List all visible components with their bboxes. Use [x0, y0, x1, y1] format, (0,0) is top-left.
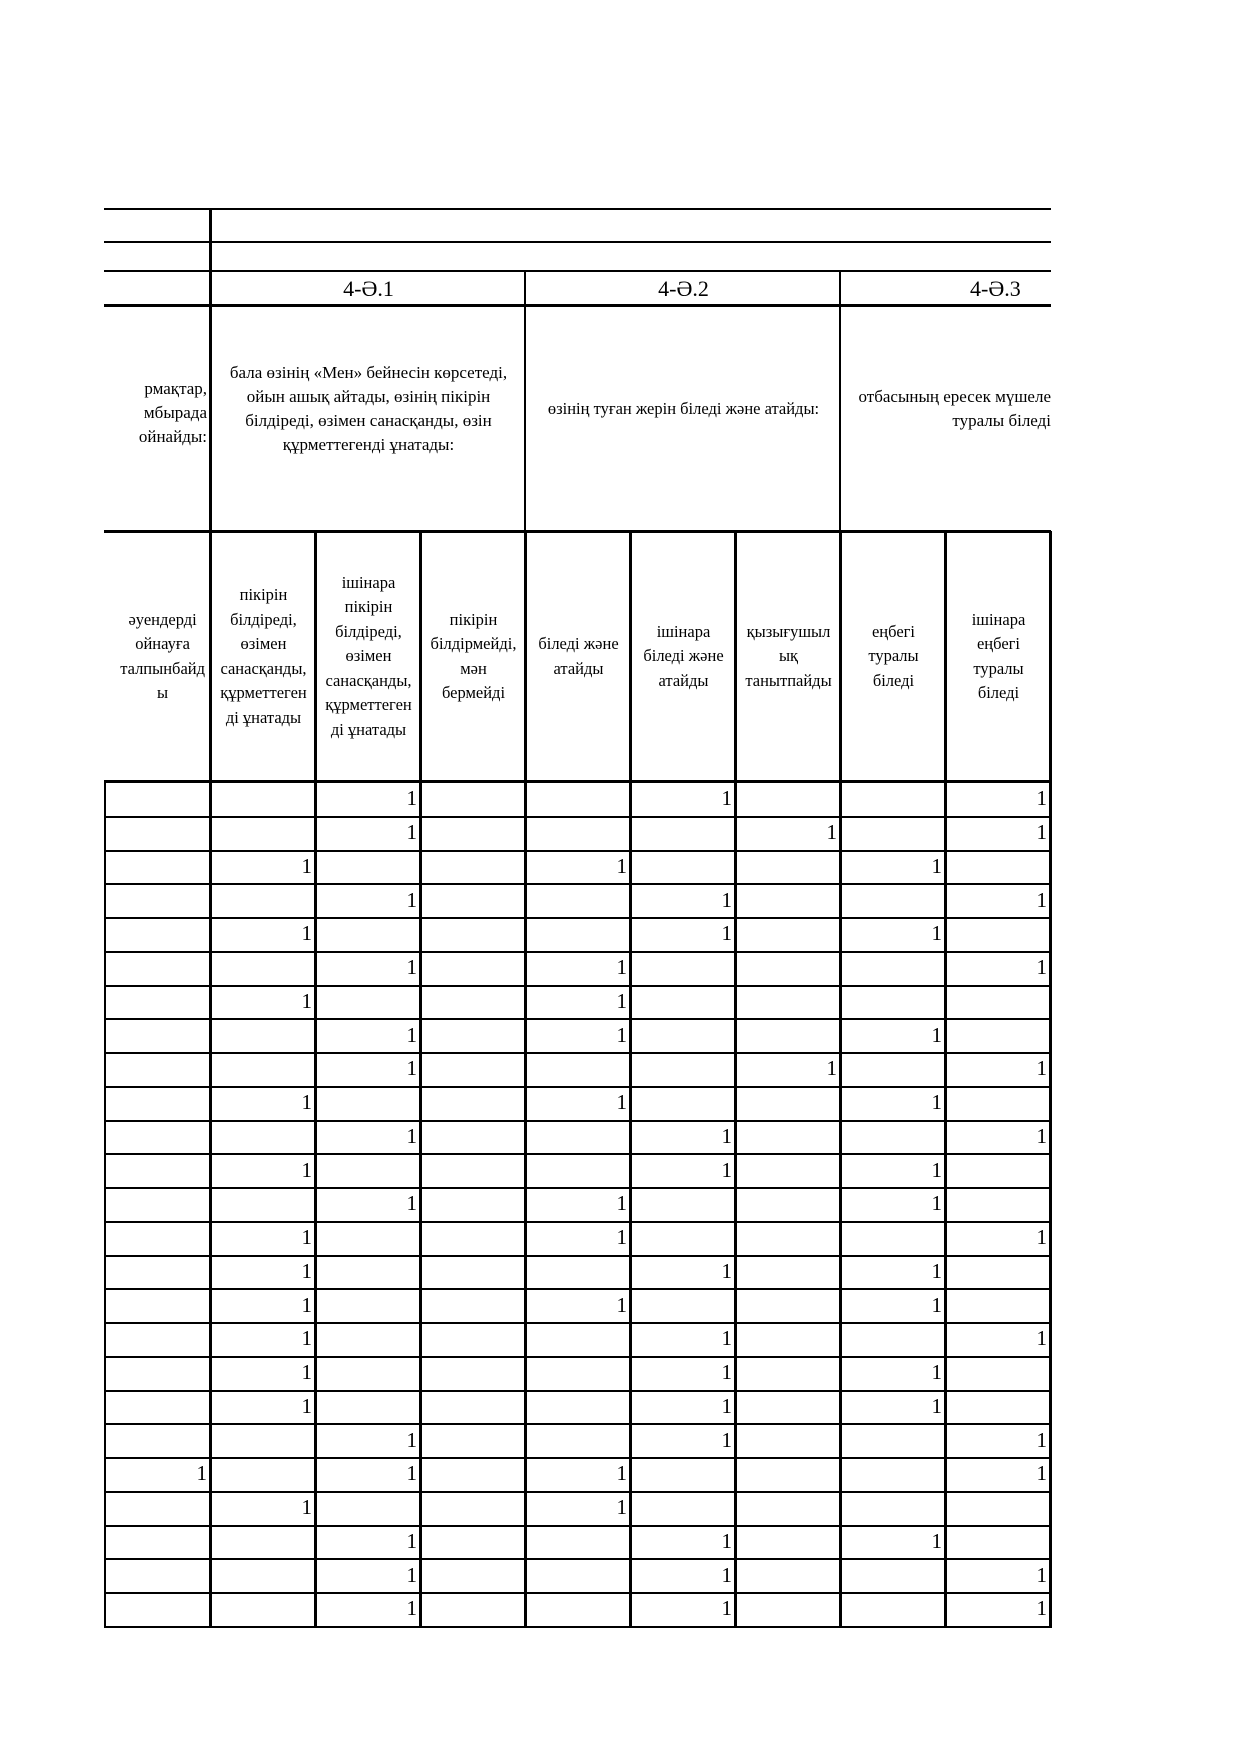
table-cell	[946, 1390, 1051, 1424]
col-header-2: пікірін білдіреді, өзімен санасқанды, құрметтеген ді ұнатады	[220, 585, 307, 727]
table-cell	[100, 1120, 211, 1154]
table-cell	[421, 1052, 526, 1086]
table-cell	[100, 1018, 211, 1052]
table-cell: 1	[1036, 1427, 1047, 1452]
table-cell	[736, 1457, 841, 1491]
table-cell: 1	[301, 1292, 312, 1317]
table-cell	[526, 816, 631, 850]
table-cell	[736, 782, 841, 816]
table-cell	[526, 1120, 631, 1154]
table-cell	[736, 951, 841, 985]
table-cell: 1	[301, 1360, 312, 1385]
table-cell	[946, 917, 1051, 951]
table-cell	[841, 1120, 946, 1154]
table-cell: 1	[616, 1225, 627, 1250]
table-cell	[736, 1356, 841, 1390]
table-cell	[316, 1221, 421, 1255]
table-cell	[421, 951, 526, 985]
table-cell	[631, 816, 736, 850]
table-cell	[526, 1592, 631, 1626]
table-cell	[736, 917, 841, 951]
table-cell	[421, 816, 526, 850]
table-cell: 1	[301, 1393, 312, 1418]
table-cell	[100, 816, 211, 850]
table-cell	[421, 1457, 526, 1491]
table-cell	[736, 1390, 841, 1424]
table-cell	[211, 951, 316, 985]
table-cell	[631, 1221, 736, 1255]
table-cell	[100, 1322, 211, 1356]
table-cell	[421, 1592, 526, 1626]
table-cell: 1	[616, 1022, 627, 1047]
table-cell	[736, 1120, 841, 1154]
table-cell: 1	[406, 955, 417, 980]
table-cell: 1	[301, 1225, 312, 1250]
table-cell: 1	[301, 1495, 312, 1520]
group-description-4a3: отбасының ересек мүшеле туралы біледі	[858, 387, 1051, 430]
table-cell	[100, 1390, 211, 1424]
table-cell	[841, 782, 946, 816]
group-description-4a1: бала өзінің «Мен» бейнесін көрсетеді, ойын ашық айтады, өзінің пікірін білдіреді, өзімен санасқанды, өзін құрметтегенді ұнатады:	[229, 363, 508, 454]
table-cell: 1	[406, 1191, 417, 1216]
table-cell: 1	[406, 1427, 417, 1452]
table-cell: 1	[406, 786, 417, 811]
table-cell	[421, 1390, 526, 1424]
table-cell	[421, 1525, 526, 1559]
table-cell	[631, 1491, 736, 1525]
hline	[104, 1626, 1051, 1628]
table-cell	[211, 816, 316, 850]
table-cell	[421, 1221, 526, 1255]
table-cell: 1	[1036, 820, 1047, 845]
table-cell	[100, 985, 211, 1019]
table-cell	[316, 985, 421, 1019]
table-cell	[841, 1592, 946, 1626]
table-cell	[421, 1187, 526, 1221]
table-cell: 1	[1036, 786, 1047, 811]
table-cell	[526, 1052, 631, 1086]
table-cell: 1	[931, 1191, 942, 1216]
table-cell	[100, 1153, 211, 1187]
table-cell: 1	[931, 853, 942, 878]
table-cell	[946, 850, 1051, 884]
group-code-4a1: 4-Ә.1	[343, 275, 394, 301]
table-cell: 1	[1036, 1056, 1047, 1081]
table-cell: 1	[721, 1393, 732, 1418]
table-cell	[841, 951, 946, 985]
table-cell	[100, 1423, 211, 1457]
table-cell	[526, 1153, 631, 1187]
table-cell: 1	[301, 1090, 312, 1115]
table-cell	[100, 1255, 211, 1289]
col-header-9: ішінара еңбегі туралы біледі	[971, 609, 1026, 702]
table-cell	[421, 1322, 526, 1356]
table-cell	[841, 816, 946, 850]
table-cell: 1	[721, 1427, 732, 1452]
table-cell	[946, 985, 1051, 1019]
table-cell	[736, 1322, 841, 1356]
table-cell: 1	[931, 1292, 942, 1317]
table-cell: 1	[931, 1157, 942, 1182]
table-cell	[211, 1018, 316, 1052]
table-cell	[211, 1457, 316, 1491]
table-cell	[841, 1457, 946, 1491]
table-cell: 1	[1036, 1596, 1047, 1621]
table-cell	[526, 1255, 631, 1289]
table-cell	[946, 1086, 1051, 1120]
table-cell	[526, 1322, 631, 1356]
table-cell	[946, 1153, 1051, 1187]
table-cell	[421, 782, 526, 816]
col-header-8: еңбегі туралы біледі	[868, 621, 919, 690]
table-cell: 1	[826, 1056, 837, 1081]
table-cell	[421, 917, 526, 951]
table-cell	[211, 1052, 316, 1086]
table-cell: 1	[721, 1157, 732, 1182]
table-cell	[421, 1423, 526, 1457]
table-cell	[100, 1086, 211, 1120]
table-cell	[526, 917, 631, 951]
table-cell	[100, 1052, 211, 1086]
table-cell	[631, 951, 736, 985]
table-cell: 1	[406, 1596, 417, 1621]
table-cell: 1	[721, 1360, 732, 1385]
table-cell	[736, 1255, 841, 1289]
table-cell	[421, 850, 526, 884]
table-cell: 1	[406, 1528, 417, 1553]
group-code-4a2: 4-Ә.2	[658, 275, 709, 301]
group-description-4a2: өзінің туған жерін біледі және атайды:	[547, 399, 820, 418]
table-cell: 1	[301, 921, 312, 946]
table-cell	[631, 850, 736, 884]
table-cell	[946, 1525, 1051, 1559]
table-cell	[100, 1187, 211, 1221]
table-cell	[946, 1356, 1051, 1390]
table-cell	[736, 1221, 841, 1255]
table-cell	[316, 1322, 421, 1356]
table-cell	[100, 850, 211, 884]
table-cell: 1	[721, 1596, 732, 1621]
table-cell: 1	[406, 820, 417, 845]
hline	[104, 208, 1051, 210]
table-cell: 1	[406, 1461, 417, 1486]
col-header-4: пікірін білдірмейді, мән бермейді	[430, 609, 517, 702]
table-cell: 1	[616, 1495, 627, 1520]
table-cell: 1	[301, 1157, 312, 1182]
table-cell: 1	[931, 1022, 942, 1047]
table-cell: 1	[196, 1461, 207, 1486]
table-cell	[100, 1558, 211, 1592]
table-cell	[841, 1221, 946, 1255]
table-cell: 1	[1036, 1326, 1047, 1351]
table-cell: 1	[616, 1090, 627, 1115]
table-cell	[841, 1491, 946, 1525]
table-cell	[631, 1086, 736, 1120]
table-cell	[316, 1288, 421, 1322]
table-cell	[421, 1491, 526, 1525]
table-cell	[841, 883, 946, 917]
col-header-5: біледі және атайды	[538, 634, 619, 678]
table-cell	[526, 883, 631, 917]
table-cell: 1	[826, 820, 837, 845]
table-cell	[946, 1255, 1051, 1289]
table-cell	[736, 1288, 841, 1322]
table-cell: 1	[721, 1258, 732, 1283]
table-cell	[421, 1153, 526, 1187]
table-cell	[211, 782, 316, 816]
hline	[104, 241, 1051, 243]
table-cell	[211, 1187, 316, 1221]
table-cell	[736, 1558, 841, 1592]
table-cell: 1	[616, 988, 627, 1013]
table-cell	[841, 985, 946, 1019]
group-description-previous: рмақтар, мбырада ойнайды:	[138, 379, 207, 446]
table-cell	[736, 1491, 841, 1525]
table-cell	[526, 782, 631, 816]
table-cell: 1	[301, 1258, 312, 1283]
table-cell	[946, 1288, 1051, 1322]
table-cell	[100, 1592, 211, 1626]
table-cell	[526, 1423, 631, 1457]
table-cell	[736, 1187, 841, 1221]
table-cell	[100, 1221, 211, 1255]
table-cell	[946, 1018, 1051, 1052]
table-cell	[316, 1356, 421, 1390]
table-cell	[631, 1457, 736, 1491]
table-cell: 1	[721, 921, 732, 946]
table-cell	[841, 1423, 946, 1457]
table-cell	[946, 1187, 1051, 1221]
table-cell: 1	[1036, 1123, 1047, 1148]
table-cell	[316, 1086, 421, 1120]
table-cell	[316, 850, 421, 884]
table-cell: 1	[931, 1258, 942, 1283]
table-cell	[421, 1018, 526, 1052]
table-cell	[736, 985, 841, 1019]
table-cell: 1	[931, 921, 942, 946]
table-cell	[316, 1491, 421, 1525]
table-cell	[421, 1086, 526, 1120]
table-cell: 1	[931, 1528, 942, 1553]
table-cell	[211, 1592, 316, 1626]
table-cell	[841, 1322, 946, 1356]
table-cell	[526, 1558, 631, 1592]
table-cell: 1	[721, 1123, 732, 1148]
table-cell	[631, 1288, 736, 1322]
table-cell	[421, 1255, 526, 1289]
table-cell	[631, 1052, 736, 1086]
table-cell: 1	[1036, 887, 1047, 912]
table-cell	[736, 850, 841, 884]
col-header-7: қызығушыл ық танытпайды	[745, 621, 832, 690]
table-cell: 1	[406, 1022, 417, 1047]
table-cell: 1	[1036, 1461, 1047, 1486]
table-cell: 1	[1036, 1225, 1047, 1250]
table-cell	[316, 1390, 421, 1424]
group-code-4a3: 4-Ә.3	[970, 275, 1021, 301]
table-cell	[736, 1423, 841, 1457]
table-cell	[100, 951, 211, 985]
table-cell	[631, 1018, 736, 1052]
table-cell: 1	[616, 955, 627, 980]
table-cell	[841, 1558, 946, 1592]
table-cell: 1	[616, 1461, 627, 1486]
table-cell	[736, 1086, 841, 1120]
table-cell	[211, 883, 316, 917]
table-cell	[100, 883, 211, 917]
table-cell	[316, 1153, 421, 1187]
table-cell	[526, 1525, 631, 1559]
table-cell	[736, 1018, 841, 1052]
table-cell	[100, 782, 211, 816]
col-header-3: ішінара пікірін білдіреді, өзімен санасқанды, құрметтеген ді ұнатады	[325, 572, 412, 739]
table-cell	[100, 917, 211, 951]
table-cell: 1	[1036, 955, 1047, 980]
table-cell	[736, 1525, 841, 1559]
col-header-1: әуендерді ойнауға талпынбайд ы	[120, 609, 205, 702]
table-cell	[211, 1423, 316, 1457]
table-cell: 1	[406, 1562, 417, 1587]
table-cell	[526, 1390, 631, 1424]
table-cell: 1	[931, 1090, 942, 1115]
table-cell: 1	[301, 988, 312, 1013]
table-cell	[631, 1187, 736, 1221]
table-cell: 1	[301, 1326, 312, 1351]
table-cell	[736, 1592, 841, 1626]
table-cell	[316, 1255, 421, 1289]
table-cell	[526, 1356, 631, 1390]
table-cell: 1	[1036, 1562, 1047, 1587]
table-cell: 1	[721, 1528, 732, 1553]
table-cell	[421, 883, 526, 917]
table-cell	[631, 985, 736, 1019]
table-cell: 1	[616, 1191, 627, 1216]
table-cell	[100, 1525, 211, 1559]
table-cell: 1	[406, 1123, 417, 1148]
table-cell: 1	[406, 887, 417, 912]
table-cell	[421, 1120, 526, 1154]
table-cell	[421, 985, 526, 1019]
table-cell	[421, 1558, 526, 1592]
table-cell: 1	[406, 1056, 417, 1081]
table-cell	[100, 1491, 211, 1525]
table-cell	[736, 883, 841, 917]
table-cell	[421, 1356, 526, 1390]
table-cell: 1	[931, 1393, 942, 1418]
table-cell	[211, 1120, 316, 1154]
table-cell: 1	[721, 786, 732, 811]
table-cell	[841, 1052, 946, 1086]
table-cell: 1	[301, 853, 312, 878]
table-cell	[211, 1558, 316, 1592]
table-cell	[211, 1525, 316, 1559]
table-cell: 1	[721, 887, 732, 912]
col-header-6: ішінара біледі және атайды	[643, 621, 724, 690]
table-cell	[736, 1153, 841, 1187]
table-cell: 1	[931, 1360, 942, 1385]
table-cell	[100, 1356, 211, 1390]
table-cell	[316, 917, 421, 951]
table-cell: 1	[616, 853, 627, 878]
table-cell: 1	[721, 1326, 732, 1351]
table-cell	[946, 1491, 1051, 1525]
table-cell: 1	[721, 1562, 732, 1587]
table-cell: 1	[616, 1292, 627, 1317]
table-cell	[421, 1288, 526, 1322]
table-cell	[100, 1288, 211, 1322]
